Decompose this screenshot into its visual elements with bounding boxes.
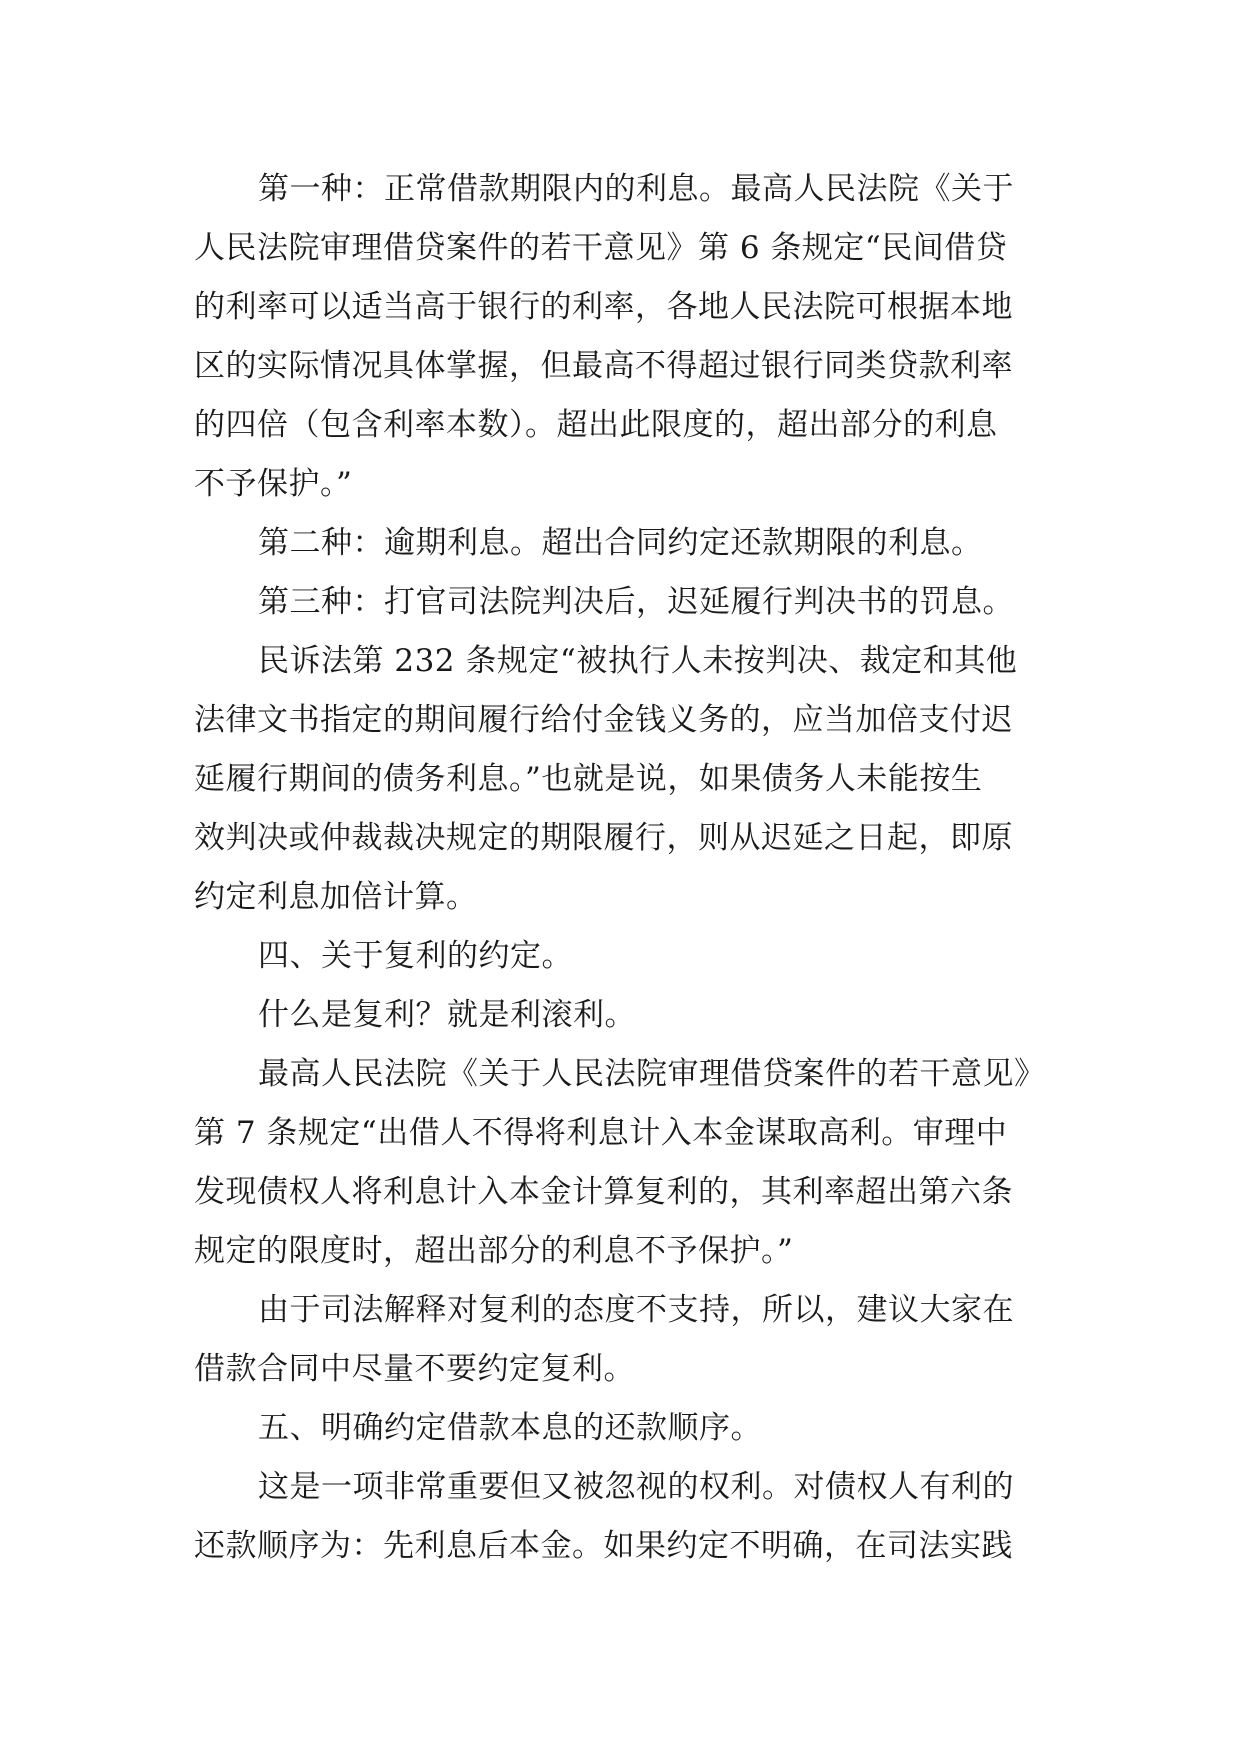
paragraph [194,1399,1074,1458]
text-line: 延履行期间的债务利息。”也就是说，如果债务人未能按生 [194,761,983,797]
paragraph [194,573,1074,632]
paragraph [194,160,1074,514]
text-line: 民诉法第 232 条规定“被执行人未按判决、裁定和其他 [258,643,1018,679]
text-line: 规定的限度时，超出部分的利息不予保护。” [194,1233,794,1269]
text-line: 四、关于复利的约定。 [258,938,573,974]
text-line: 由于司法解释对复利的态度不支持，所以，建议大家在 [258,1292,1014,1328]
paragraph [194,1458,1074,1576]
text-line: 的四倍（包含利率本数）。超出此限度的，超出部分的利息 [194,407,998,443]
paragraph [194,986,1074,1045]
text-line: 什么是复利？就是利滚利。 [258,997,636,1033]
paragraph [194,1045,1074,1281]
document-body [194,160,1074,1576]
text-line: 第 7 条规定“出借人不得将利息计入本金谋取高利。审理中 [194,1115,1008,1151]
paragraph [194,1281,1074,1399]
text-line: 第二种：逾期利息。超出合同约定还款期限的利息。 [258,525,983,561]
text-line: 还款顺序为：先利息后本金。如果约定不明确，在司法实践 [194,1528,1013,1564]
text-line: 区的实际情况具体掌握，但最高不得超过银行同类贷款利率 [194,348,1013,384]
text-line: 第三种：打官司法院判决后，迟延履行判决书的罚息。 [258,584,1014,620]
text-line: 的利率可以适当高于银行的利率，各地人民法院可根据本地 [194,289,1013,325]
text-line: 五、明确约定借款本息的还款顺序。 [258,1410,762,1446]
text-line: 人民法院审理借贷案件的若干意见》第 6 条规定“民间借贷 [194,230,1008,266]
text-line: 约定利息加倍计算。 [194,879,478,915]
text-line: 借款合同中尽量不要约定复利。 [194,1351,635,1387]
paragraph [194,927,1074,986]
text-line: 法律文书指定的期间履行给付金钱义务的，应当加倍支付迟 [194,702,1013,738]
text-line: 最高人民法院《关于人民法院审理借贷案件的若干意见》 [258,1056,1046,1092]
text-line: 这是一项非常重要但又被忽视的权利。对债权人有利的 [258,1469,1014,1505]
paragraph [194,514,1074,573]
text-line: 效判决或仲裁裁决规定的期限履行，则从迟延之日起，即原 [194,820,1013,856]
text-line: 第一种：正常借款期限内的利息。最高人民法院《关于 [258,171,1014,207]
text-line: 不予保护。” [194,466,353,502]
paragraph [194,632,1074,927]
text-line: 发现债权人将利息计入本金计算复利的，其利率超出第六条 [194,1174,1013,1210]
